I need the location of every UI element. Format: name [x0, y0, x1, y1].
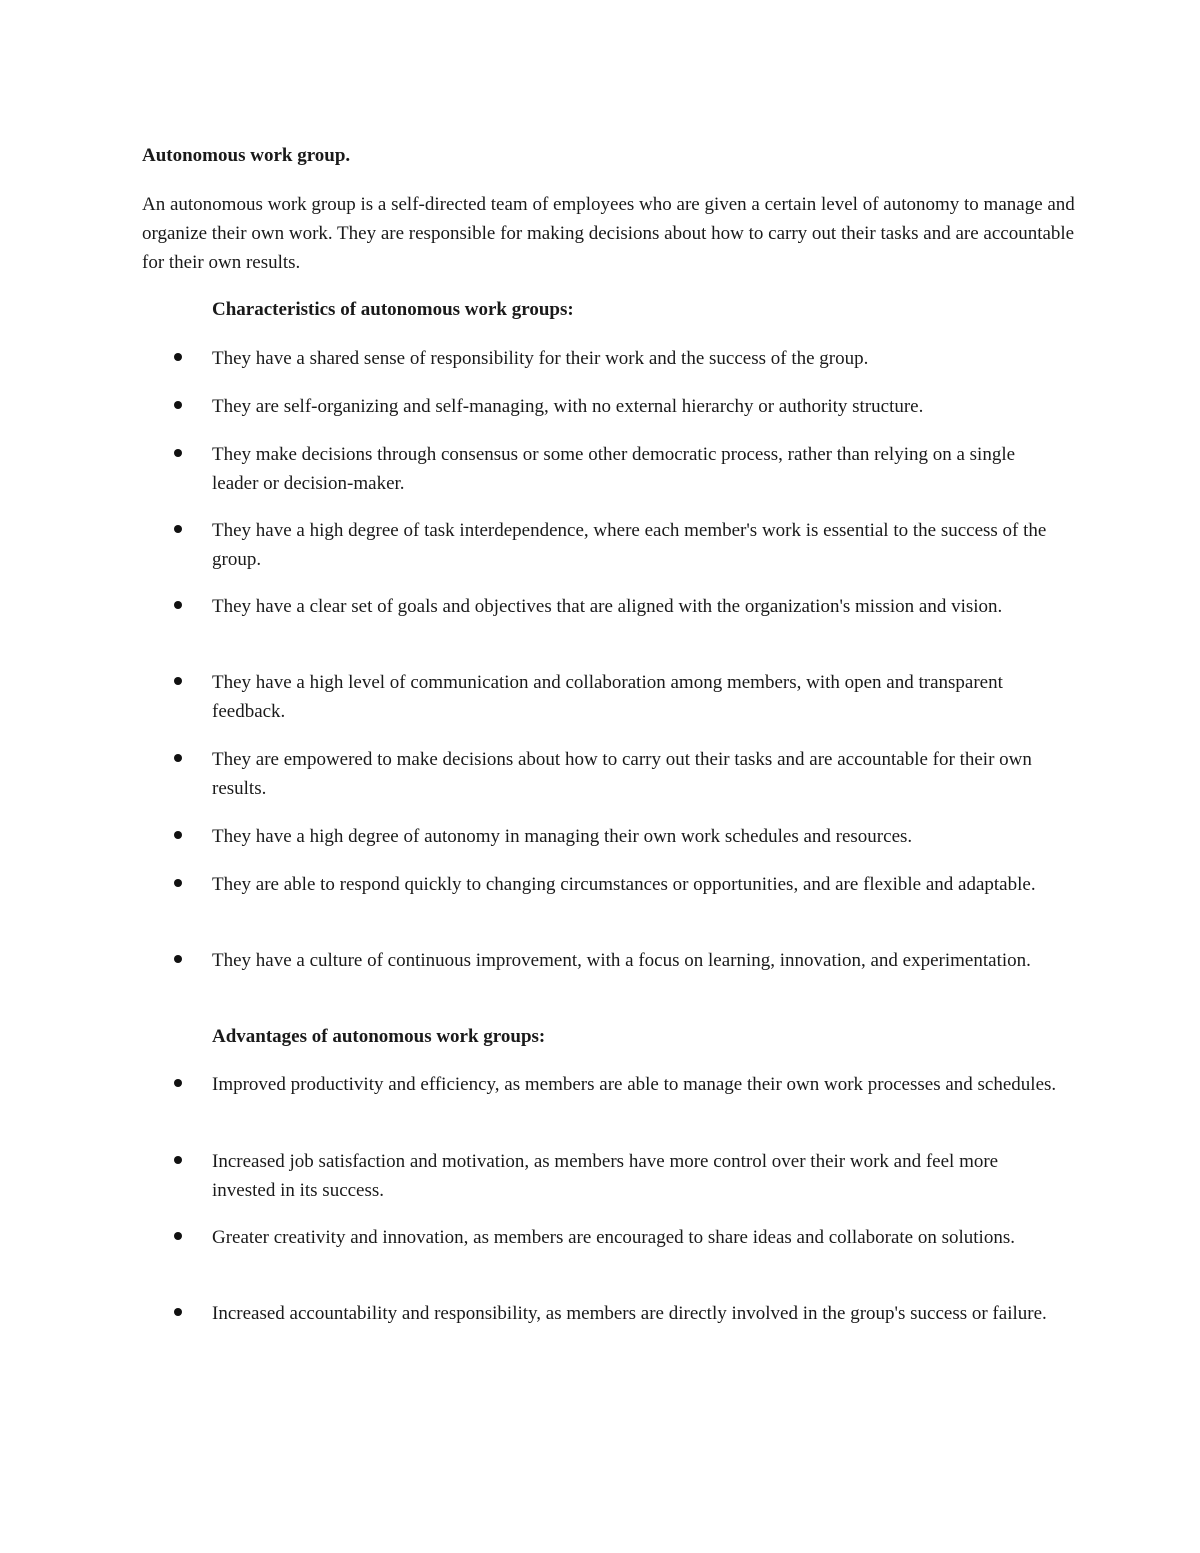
bullet-icon [174, 1079, 182, 1087]
list-item-text: They have a culture of continuous improvement, with a focus on learning, innovation, and experimentation. [212, 950, 1031, 971]
bullet-icon [174, 879, 182, 887]
list-item-text: They have a high level of communication and collaboration among members, with open and transparent feedback. [212, 672, 1003, 722]
bullet-icon [174, 601, 182, 609]
characteristics-heading: Characteristics of autonomous work groups: [212, 299, 574, 320]
bullet-icon [174, 677, 182, 685]
list-item-text: They make decisions through consensus or some other democratic process, rather than relying on a single leader or decision-maker. [212, 444, 1016, 494]
bullet-icon [174, 1308, 182, 1316]
advantages-heading: Advantages of autonomous work groups: [212, 1026, 546, 1047]
bullet-icon [174, 955, 182, 963]
list-item-text: Greater creativity and innovation, as members are encouraged to share ideas and collaborate on solutions. [212, 1227, 1015, 1248]
bullet-icon [174, 449, 182, 457]
bullet-icon [174, 401, 182, 409]
document-title: Autonomous work group. [142, 145, 351, 166]
list-item-text: Increased job satisfaction and motivation, as members have more control over their work and feel more invested in its success. [212, 1151, 999, 1201]
bullet-icon [174, 831, 182, 839]
list-item-text: They are self-organizing and self-managing, with no external hierarchy or authority structure. [212, 396, 924, 417]
intro-paragraph: An autonomous work group is a self-directed team of employees who are given a certain level of autonomy to manage and organize their own work. They are responsible for making decisions about how to carry out their tasks and are accountable for their own results. [142, 194, 1075, 273]
list-item-text: They are able to respond quickly to changing circumstances or opportunities, and are flexible and adaptable. [212, 874, 1036, 895]
list-item-text: They have a clear set of goals and objectives that are aligned with the organization's mission and vision. [212, 596, 1003, 617]
list-item-text: They have a high degree of autonomy in managing their own work schedules and resources. [212, 826, 913, 847]
bullet-icon [174, 525, 182, 533]
bullet-icon [174, 1232, 182, 1240]
list-item-text: Increased accountability and responsibility, as members are directly involved in the group's success or failure. [212, 1303, 1047, 1324]
bullet-icon [174, 1156, 182, 1164]
list-item-text: They have a shared sense of responsibility for their work and the success of the group. [212, 348, 869, 369]
list-item-text: They have a high degree of task interdependence, where each member's work is essential to the success of the group. [212, 520, 1047, 570]
bullet-icon [174, 353, 182, 361]
list-item-text: They are empowered to make decisions about how to carry out their tasks and are accountable for their own results. [212, 749, 1032, 799]
list-item-text: Improved productivity and efficiency, as members are able to manage their own work processes and schedules. [212, 1074, 1057, 1095]
bullet-icon [174, 754, 182, 762]
